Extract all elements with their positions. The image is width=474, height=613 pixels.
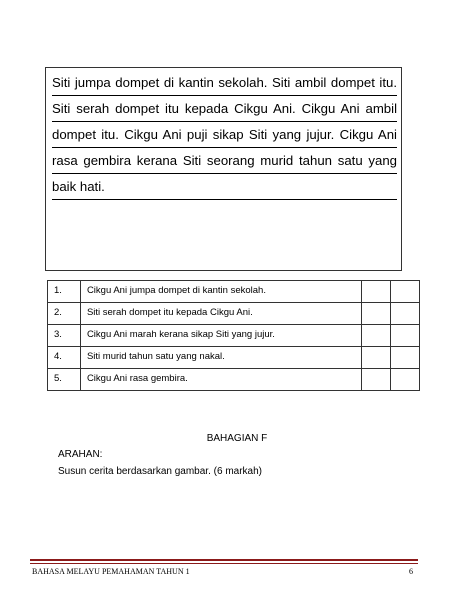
passage-line: rasa gembira kerana Siti seorang murid tahun satu yang [52, 148, 397, 174]
statement-text: Cikgu Ani jumpa dompet di kantin sekolah. [80, 281, 361, 303]
page-number: 6 [409, 567, 413, 576]
answer-box[interactable] [391, 347, 420, 369]
statement-number: 5. [48, 369, 81, 391]
passage-text [52, 70, 397, 200]
passage-line: baik hati. [52, 174, 397, 200]
footer-rule [30, 559, 418, 561]
passage-line: Siti jumpa dompet di kantin sekolah. Siti ambil dompet itu. [52, 70, 397, 96]
statement-text: Siti murid tahun satu yang nakal. [80, 347, 361, 369]
instruction-text: Susun cerita berdasarkan gambar. (6 markah) [58, 466, 262, 477]
table-row [48, 325, 420, 347]
table-row [48, 369, 420, 391]
answer-box[interactable] [391, 303, 420, 325]
answer-box[interactable] [391, 281, 420, 303]
answer-box[interactable] [362, 347, 391, 369]
section-title: BAHAGIAN F [206, 433, 268, 444]
statement-text: Siti serah dompet itu kepada Cikgu Ani. [80, 303, 361, 325]
answer-box[interactable] [362, 325, 391, 347]
passage-line: Siti serah dompet itu kepada Cikgu Ani. Cikgu Ani ambil [52, 96, 397, 122]
statement-number: 2. [48, 303, 81, 325]
footer-title: BAHASA MELAYU PEMAHAMAN TAHUN 1 [32, 567, 190, 576]
answer-box[interactable] [391, 325, 420, 347]
answer-box[interactable] [362, 281, 391, 303]
answer-box[interactable] [391, 369, 420, 391]
statement-text: Cikgu Ani rasa gembira. [80, 369, 361, 391]
footer-rule [30, 563, 418, 564]
table-row [48, 303, 420, 325]
table-row [48, 347, 420, 369]
statements-table [47, 280, 420, 391]
passage-line: dompet itu. Cikgu Ani puji sikap Siti yang jujur. Cikgu Ani [52, 122, 397, 148]
statement-number: 1. [48, 281, 81, 303]
arahan-label: ARAHAN: [58, 449, 103, 460]
statement-text: Cikgu Ani marah kerana sikap Siti yang jujur. [80, 325, 361, 347]
statement-number: 4. [48, 347, 81, 369]
passage-box [45, 67, 402, 271]
answer-box[interactable] [362, 303, 391, 325]
answer-box[interactable] [362, 369, 391, 391]
statement-number: 3. [48, 325, 81, 347]
table-row [48, 281, 420, 303]
